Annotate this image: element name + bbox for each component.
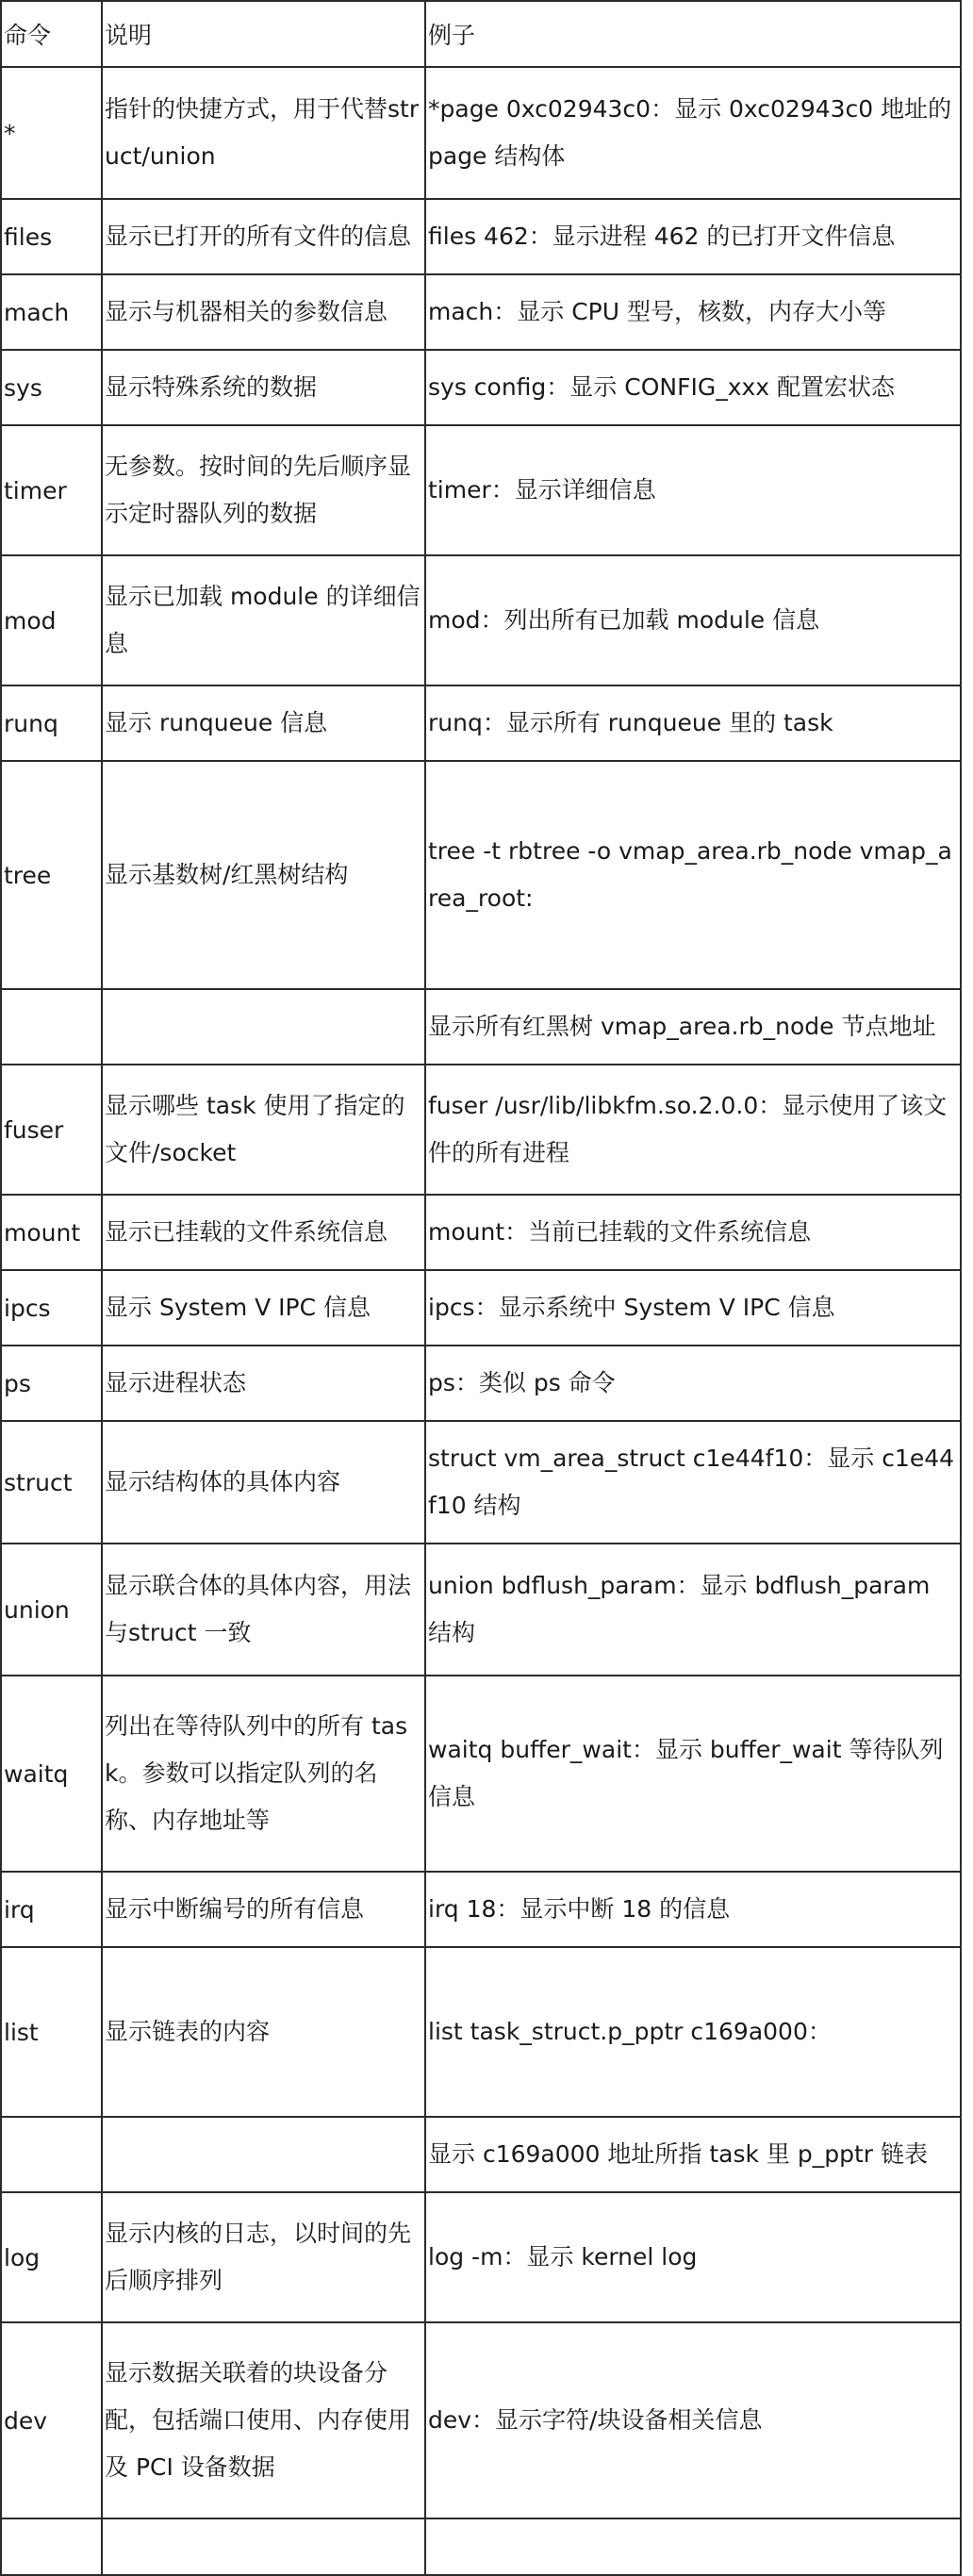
row-description: 列出在等待队列中的所有 task。参数可以指定队列的名称、内存地址等 [102,1676,425,1872]
row-example: irq 18：显示中断 18 的信息 [425,1872,961,1947]
row-command: log [1,2192,102,2322]
row-example: files 462：显示进程 462 的已打开文件信息 [425,199,961,274]
row-description: 显示哪些 task 使用了指定的文件/socket [102,1065,425,1195]
row-example: dev：显示字符/块设备相关信息 [425,2322,961,2518]
row-example: mount：当前已挂载的文件系统信息 [425,1195,961,1270]
row-description: 显示联合体的具体内容，用法与struct 一致 [102,1544,425,1676]
row-example: list task_struct.p_pptr c169a000： [425,1947,961,2117]
header-example: 例子 [425,1,961,67]
row-description: 显示进程状态 [102,1346,425,1421]
row-description: 显示中断编号的所有信息 [102,1872,425,1947]
row-command: struct [1,1421,102,1544]
row-command: tree [1,761,102,989]
row-description: 显示已打开的所有文件的信息 [102,199,425,274]
row-command: runq [1,685,102,761]
row-command [1,989,102,1065]
row-description: 显示已挂载的文件系统信息 [102,1195,425,1270]
row-command: ipcs [1,1270,102,1346]
table-row [1,1872,961,1947]
row-description: 无参数。按时间的先后顺序显示定时器队列的数据 [102,425,425,555]
table-row [1,1947,961,2117]
table-row [1,1195,961,1270]
row-description [102,2117,425,2192]
table-row [1,761,961,989]
row-example: fuser /usr/lib/libkfm.so.2.0.0：显示使用了该文件的所有进程 [425,1065,961,1195]
row-description: 显示特殊系统的数据 [102,350,425,425]
row-description: 显示与机器相关的参数信息 [102,274,425,350]
row-example: runq：显示所有 runqueue 里的 task [425,685,961,761]
row-command: list [1,1947,102,2117]
row-description: 指针的快捷方式，用于代替struct/union [102,67,425,199]
row-command: mod [1,555,102,685]
row-example: ipcs：显示系统中 System V IPC 信息 [425,1270,961,1346]
row-example: struct vm_area_struct c1e44f10：显示 c1e44f10 结构 [425,1421,961,1544]
row-example [425,2518,961,2575]
row-command: fuser [1,1065,102,1195]
row-description: 显示链表的内容 [102,1947,425,2117]
table-row [1,1346,961,1421]
table-row [1,555,961,685]
row-example: 显示所有红黑树 vmap_area.rb_node 节点地址 [425,989,961,1065]
row-command: mach [1,274,102,350]
row-example: sys config：显示 CONFIG_xxx 配置宏状态 [425,350,961,425]
row-command: ps [1,1346,102,1421]
table-row [1,2322,961,2518]
table-row [1,425,961,555]
table-row [1,1676,961,1872]
row-command: waitq [1,1676,102,1872]
row-command: union [1,1544,102,1676]
row-example: mach：显示 CPU 型号，核数，内存大小等 [425,274,961,350]
row-command [1,2518,102,2575]
row-description: 显示基数树/红黑树结构 [102,761,425,989]
table-row [1,989,961,1065]
row-command [1,2117,102,2192]
table-row [1,2518,961,2575]
row-command: irq [1,1872,102,1947]
row-description [102,2518,425,2575]
row-example: timer：显示详细信息 [425,425,961,555]
table-row [1,274,961,350]
row-description: 显示 runqueue 信息 [102,685,425,761]
row-description [102,989,425,1065]
row-example: log -m：显示 kernel log [425,2192,961,2322]
row-description: 显示 System V IPC 信息 [102,1270,425,1346]
table-row [1,1270,961,1346]
table-row [1,1065,961,1195]
table-row [1,67,961,199]
table-row [1,199,961,274]
row-command: files [1,199,102,274]
row-example: ps：类似 ps 命令 [425,1346,961,1421]
row-command: mount [1,1195,102,1270]
row-example: union bdflush_param：显示 bdflush_param 结构 [425,1544,961,1676]
table-row [1,2117,961,2192]
row-description: 显示结构体的具体内容 [102,1421,425,1544]
row-example: 显示 c169a000 地址所指 task 里 p_pptr 链表 [425,2117,961,2192]
table-row [1,350,961,425]
row-description: 显示已加载 module 的详细信息 [102,555,425,685]
row-command: sys [1,350,102,425]
table-row [1,1421,961,1544]
header-desc: 说明 [102,1,425,67]
row-example: mod：列出所有已加载 module 信息 [425,555,961,685]
row-command: dev [1,2322,102,2518]
row-command: * [1,67,102,199]
row-example: waitq buffer_wait：显示 buffer_wait 等待队列信息 [425,1676,961,1872]
row-description: 显示数据关联着的块设备分配，包括端口使用、内存使用及 PCI 设备数据 [102,2322,425,2518]
table-row [1,1544,961,1676]
row-description: 显示内核的日志，以时间的先后顺序排列 [102,2192,425,2322]
row-command: timer [1,425,102,555]
row-example: *page 0xc02943c0：显示 0xc02943c0 地址的 page 结构体 [425,67,961,199]
row-example: tree -t rbtree -o vmap_area.rb_node vmap_area_root: [425,761,961,989]
table-header-row [1,1,961,67]
table-row [1,685,961,761]
table-row [1,2192,961,2322]
header-cmd: 命令 [1,1,102,67]
